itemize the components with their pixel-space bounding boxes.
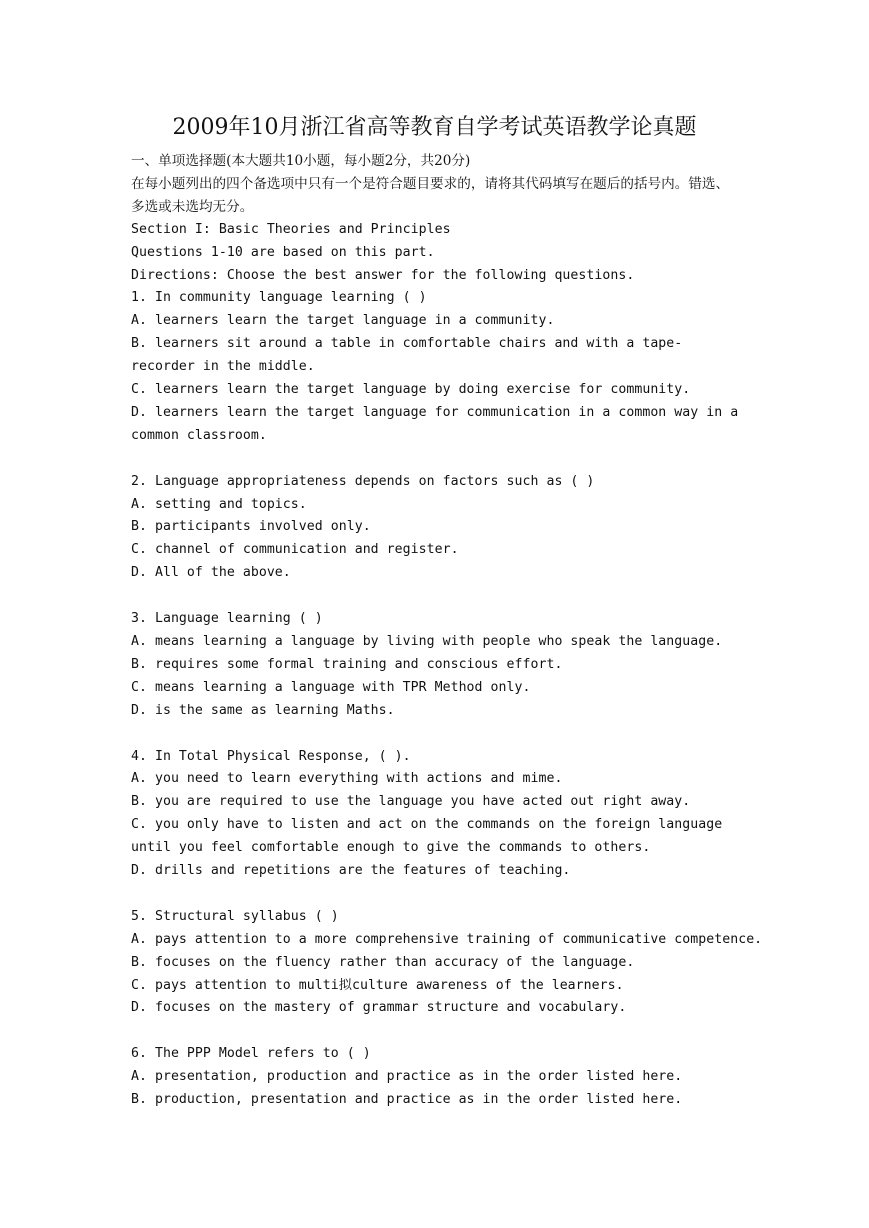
question-6: [131, 1043, 741, 1112]
option: A. pays attention to a more comprehensive training of communicative competence.: [131, 931, 763, 947]
option: C. channel of communication and register.: [131, 542, 459, 558]
option: B. you are required to use the language you have acted out right away.: [131, 794, 691, 810]
question-2: [131, 471, 741, 586]
option: A. presentation, production and practice as in the order listed here.: [131, 1069, 683, 1085]
question-5: [131, 906, 763, 1021]
option: C. pays attention to multi拟culture awareness of the learners.: [131, 977, 624, 993]
option: C. means learning a language with TPR Method only.: [131, 679, 531, 695]
option: A. learners learn the target language in a community.: [131, 313, 555, 329]
option: A. you need to learn everything with actions and mime.: [131, 771, 563, 787]
question-stem: 1. In community language learning ( ): [131, 290, 427, 306]
document-title: 2009年10月浙江省高等教育自学考试英语教学论真题: [172, 115, 697, 140]
option: B. learners sit around a table in comfortable chairs and with a tape-recorder in the middle.: [131, 336, 683, 375]
option: B. requires some formal training and conscious effort.: [131, 656, 563, 672]
option: D. All of the above.: [131, 565, 291, 581]
option: C. you only have to listen and act on the commands on the foreign language until you feel comfortable enough to give the commands to others.: [131, 817, 723, 856]
question-stem: 6. The PPP Model refers to ( ): [131, 1046, 371, 1062]
question-4: [131, 746, 741, 883]
document-body: [131, 150, 763, 1112]
option: B. production, presentation and practice as in the order listed here.: [131, 1092, 683, 1108]
question-stem: 2. Language appropriateness depends on factors such as ( ): [131, 473, 595, 489]
option: C. learners learn the target language by doing exercise for community.: [131, 382, 691, 398]
question-stem: 3. Language learning ( ): [131, 611, 323, 627]
option: D. drills and repetitions are the features of teaching.: [131, 863, 571, 879]
directions: Directions: Choose the best answer for the following questions.: [131, 267, 635, 283]
questions-note: Questions 1-10 are based on this part.: [131, 244, 435, 260]
question-1: [131, 287, 741, 447]
instructions: 在每小题列出的四个备选项中只有一个是符合题目要求的，请将其代码填写在题后的括号内。错选、多选或未选均无分。: [131, 175, 730, 215]
question-3: [131, 608, 741, 723]
question-stem: 5. Structural syllabus ( ): [131, 908, 339, 924]
section-name: Section I: Basic Theories and Principles: [131, 221, 451, 237]
option: A. means learning a language by living with people who speak the language.: [131, 634, 723, 649]
option: B. participants involved only.: [131, 519, 371, 535]
option: B. focuses on the fluency rather than accuracy of the language.: [131, 954, 635, 970]
section-heading: 一、单项选择题(本大题共10小题，每小题2分，共20分): [131, 153, 471, 169]
option: D. is the same as learning Maths.: [131, 702, 395, 718]
option: D. focuses on the mastery of grammar structure and vocabulary.: [131, 1000, 627, 1016]
option: A. setting and topics.: [131, 496, 307, 512]
option: D. learners learn the target language for communication in a common way in a common classroom.: [131, 404, 739, 443]
question-stem: 4. In Total Physical Response, ( ).: [131, 748, 411, 764]
